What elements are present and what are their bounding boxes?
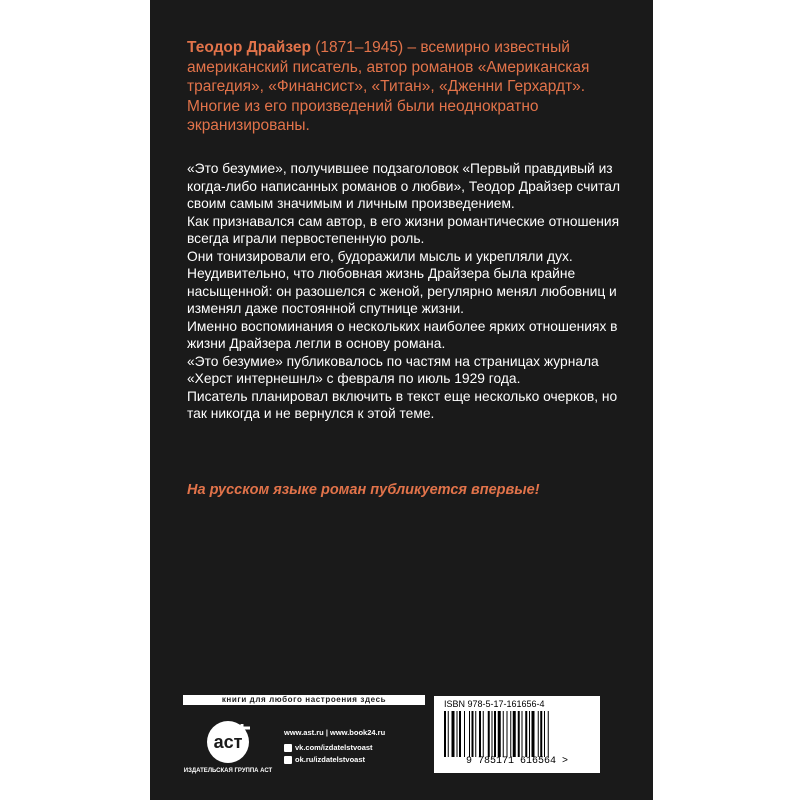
description-paragraph: Именно воспоминания о нескольких наиболее ярких отношениях в жизни Драйзера легли в основу романа. — [187, 318, 618, 351]
ast-logo-icon — [198, 718, 258, 764]
description-paragraph: «Это безумие» публиковалось по частям на страницах журнала «Херст интернешнл» с февраля по июль 1929 года. — [187, 353, 599, 386]
description-paragraph: Писатель планировал включить в текст еще несколько очерков, но так никогда и не вернулся к этой теме. — [187, 388, 618, 421]
website-links[interactable]: www.ast.ru | www.book24.ru — [284, 728, 386, 737]
vk-icon — [284, 744, 292, 752]
isbn-label: ISBN 978-5-17-161656-4 — [444, 699, 545, 709]
vk-link[interactable] — [284, 743, 373, 752]
publisher-slogan: книги для любого настроения здесь — [183, 695, 425, 705]
book-description — [187, 160, 627, 423]
tagline: На русском языке роман публикуется впервые! — [187, 482, 540, 498]
barcode-digits: 9 785171 616564 > — [465, 756, 569, 767]
description-paragraph: Они тонизировали его, будоражили мысль и укрепляли дух. Неудивительно, что любовная жизнь Драйзера была крайне насыщенной: он разошелся с женой, регулярно менял любовниц и изменял даже постоянной спутнице жизни. — [187, 248, 617, 316]
ok-link-text: ok.ru/izdatelstvoast — [295, 755, 366, 764]
author-intro — [187, 38, 627, 136]
barcode-block — [434, 696, 600, 773]
author-bio: (1871–1945) – всемирно известный американский писатель, автор романов «Американская трагедия», «Финансист», «Титан», «Дженни Герхардт». Многие из его произведений были неоднократно экранизированы. — [187, 39, 590, 134]
logo-text: аст — [213, 732, 243, 752]
author-name: Теодор Драйзер — [187, 39, 311, 56]
book-back-cover — [150, 0, 653, 800]
barcode-icon — [444, 711, 584, 757]
description-paragraph: «Это безумие», получившее подзаголовок «Первый правдивый из когда-либо написанных романов о любви», Теодор Драйзер считал своим самым значимым и личным произведением. — [187, 161, 621, 211]
publisher-name: ИЗДАТЕЛЬСКАЯ ГРУППА АСТ — [183, 768, 273, 774]
ok-link[interactable] — [284, 755, 365, 764]
vk-link-text: vk.com/izdatelstvoast — [295, 743, 373, 752]
ok-icon — [284, 756, 292, 764]
description-paragraph: Как признавался сам автор, в его жизни романтические отношения всегда играли первостепенную роль. — [187, 213, 620, 246]
